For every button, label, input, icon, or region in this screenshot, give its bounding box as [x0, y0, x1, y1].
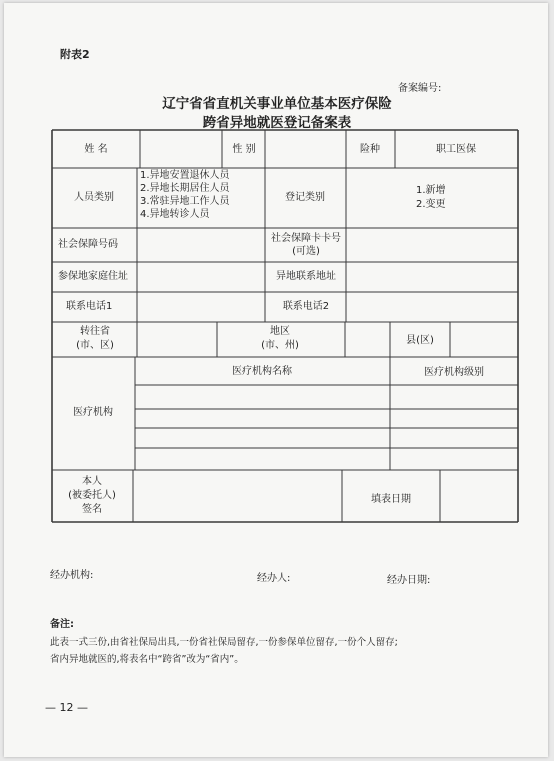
ss-card-no-optional: (可选) [292, 246, 320, 257]
fill-date-label: 填表日期 [371, 494, 411, 505]
institution-level-field-4[interactable] [392, 450, 517, 469]
personnel-option-3[interactable]: 3.常驻异地工作人员 [140, 196, 230, 207]
registration-option-1[interactable]: 1.新增 [416, 185, 446, 196]
agency-label: 经办机构: [50, 570, 94, 581]
region-field[interactable] [347, 324, 389, 356]
insured-address-field[interactable] [140, 264, 264, 291]
social-security-no-field[interactable] [140, 230, 264, 261]
personnel-option-4[interactable]: 4.异地转诊人员 [140, 209, 210, 220]
insured-address-label: 参保地家庭住址 [58, 271, 128, 282]
signer-sign-label: 签名 [82, 504, 102, 515]
registration-type-label: 登记类别 [285, 192, 325, 203]
registration-option-2[interactable]: 2.变更 [416, 199, 446, 210]
social-security-no-label: 社会保障号码 [58, 239, 118, 250]
personnel-category-label: 人员类别 [74, 192, 114, 203]
institution-name-field-2[interactable] [137, 410, 389, 427]
transfer-province-sublabel: (市、区) [76, 340, 114, 351]
region-label: 地区 [270, 326, 290, 337]
signer-label: 本人 [82, 476, 102, 487]
phone1-label: 联系电话1 [66, 301, 113, 312]
appendix-label: 附表2 [60, 48, 90, 61]
name-field[interactable] [143, 132, 221, 167]
remarks-line-1: 此表一式三份,由省社保局出具,一份省社保局留存,一份参保单位留存,一份个人留存; [50, 637, 398, 648]
form-title-line1: 辽宁省省直机关事业单位基本医疗保险 [162, 96, 392, 112]
fill-date-field[interactable] [442, 472, 517, 521]
form-title-line2: 跨省异地就医登记备案表 [202, 115, 352, 131]
remote-address-label: 异地联系地址 [276, 271, 336, 282]
remote-address-field[interactable] [349, 264, 517, 291]
personnel-option-2[interactable]: 2.异地长期居住人员 [140, 183, 230, 194]
institution-level-field-1[interactable] [392, 387, 517, 408]
county-label: 县(区) [406, 335, 434, 346]
institution-name-field-3[interactable] [137, 430, 389, 447]
remarks-title: 备注: [50, 619, 74, 630]
page-number: — 12 — [45, 701, 88, 714]
insurance-type-label: 险种 [360, 144, 380, 155]
institution-level-field-2[interactable] [392, 410, 517, 427]
institution-name-field-1[interactable] [137, 387, 389, 408]
transfer-province-field[interactable] [139, 324, 216, 356]
phone2-field[interactable] [349, 294, 517, 321]
county-field[interactable] [452, 324, 517, 356]
phone2-label: 联系电话2 [282, 301, 330, 312]
record-number-label: 备案编号: [398, 83, 442, 94]
personnel-option-1[interactable]: 1.异地安置退休人员 [140, 170, 230, 181]
signature-field[interactable] [135, 472, 341, 521]
name-label: 姓 名 [84, 144, 108, 155]
institution-level-header: 医疗机构级别 [424, 367, 484, 378]
ss-card-no-field[interactable] [349, 230, 517, 261]
institution-level-field-3[interactable] [392, 430, 517, 447]
ss-card-no-label: 社会保障卡卡号 [271, 233, 341, 244]
handle-date-label: 经办日期: [387, 575, 431, 586]
handler-label: 经办人: [257, 573, 291, 584]
gender-label: 性 别 [232, 144, 256, 155]
institution-name-header: 医疗机构名称 [232, 366, 292, 377]
insurance-type-value: 职工医保 [436, 144, 476, 155]
medical-institution-label: 医疗机构 [73, 407, 113, 418]
signer-sublabel: (被委托人) [68, 490, 116, 501]
gender-field[interactable] [268, 132, 345, 167]
institution-name-field-4[interactable] [137, 450, 389, 469]
transfer-province-label: 转往省 [80, 326, 110, 337]
phone1-field[interactable] [140, 294, 264, 321]
remarks-line-2: 省内异地就医的,将表名中“跨省”改为“省内”。 [50, 654, 244, 665]
region-sublabel: (市、州) [261, 340, 299, 351]
